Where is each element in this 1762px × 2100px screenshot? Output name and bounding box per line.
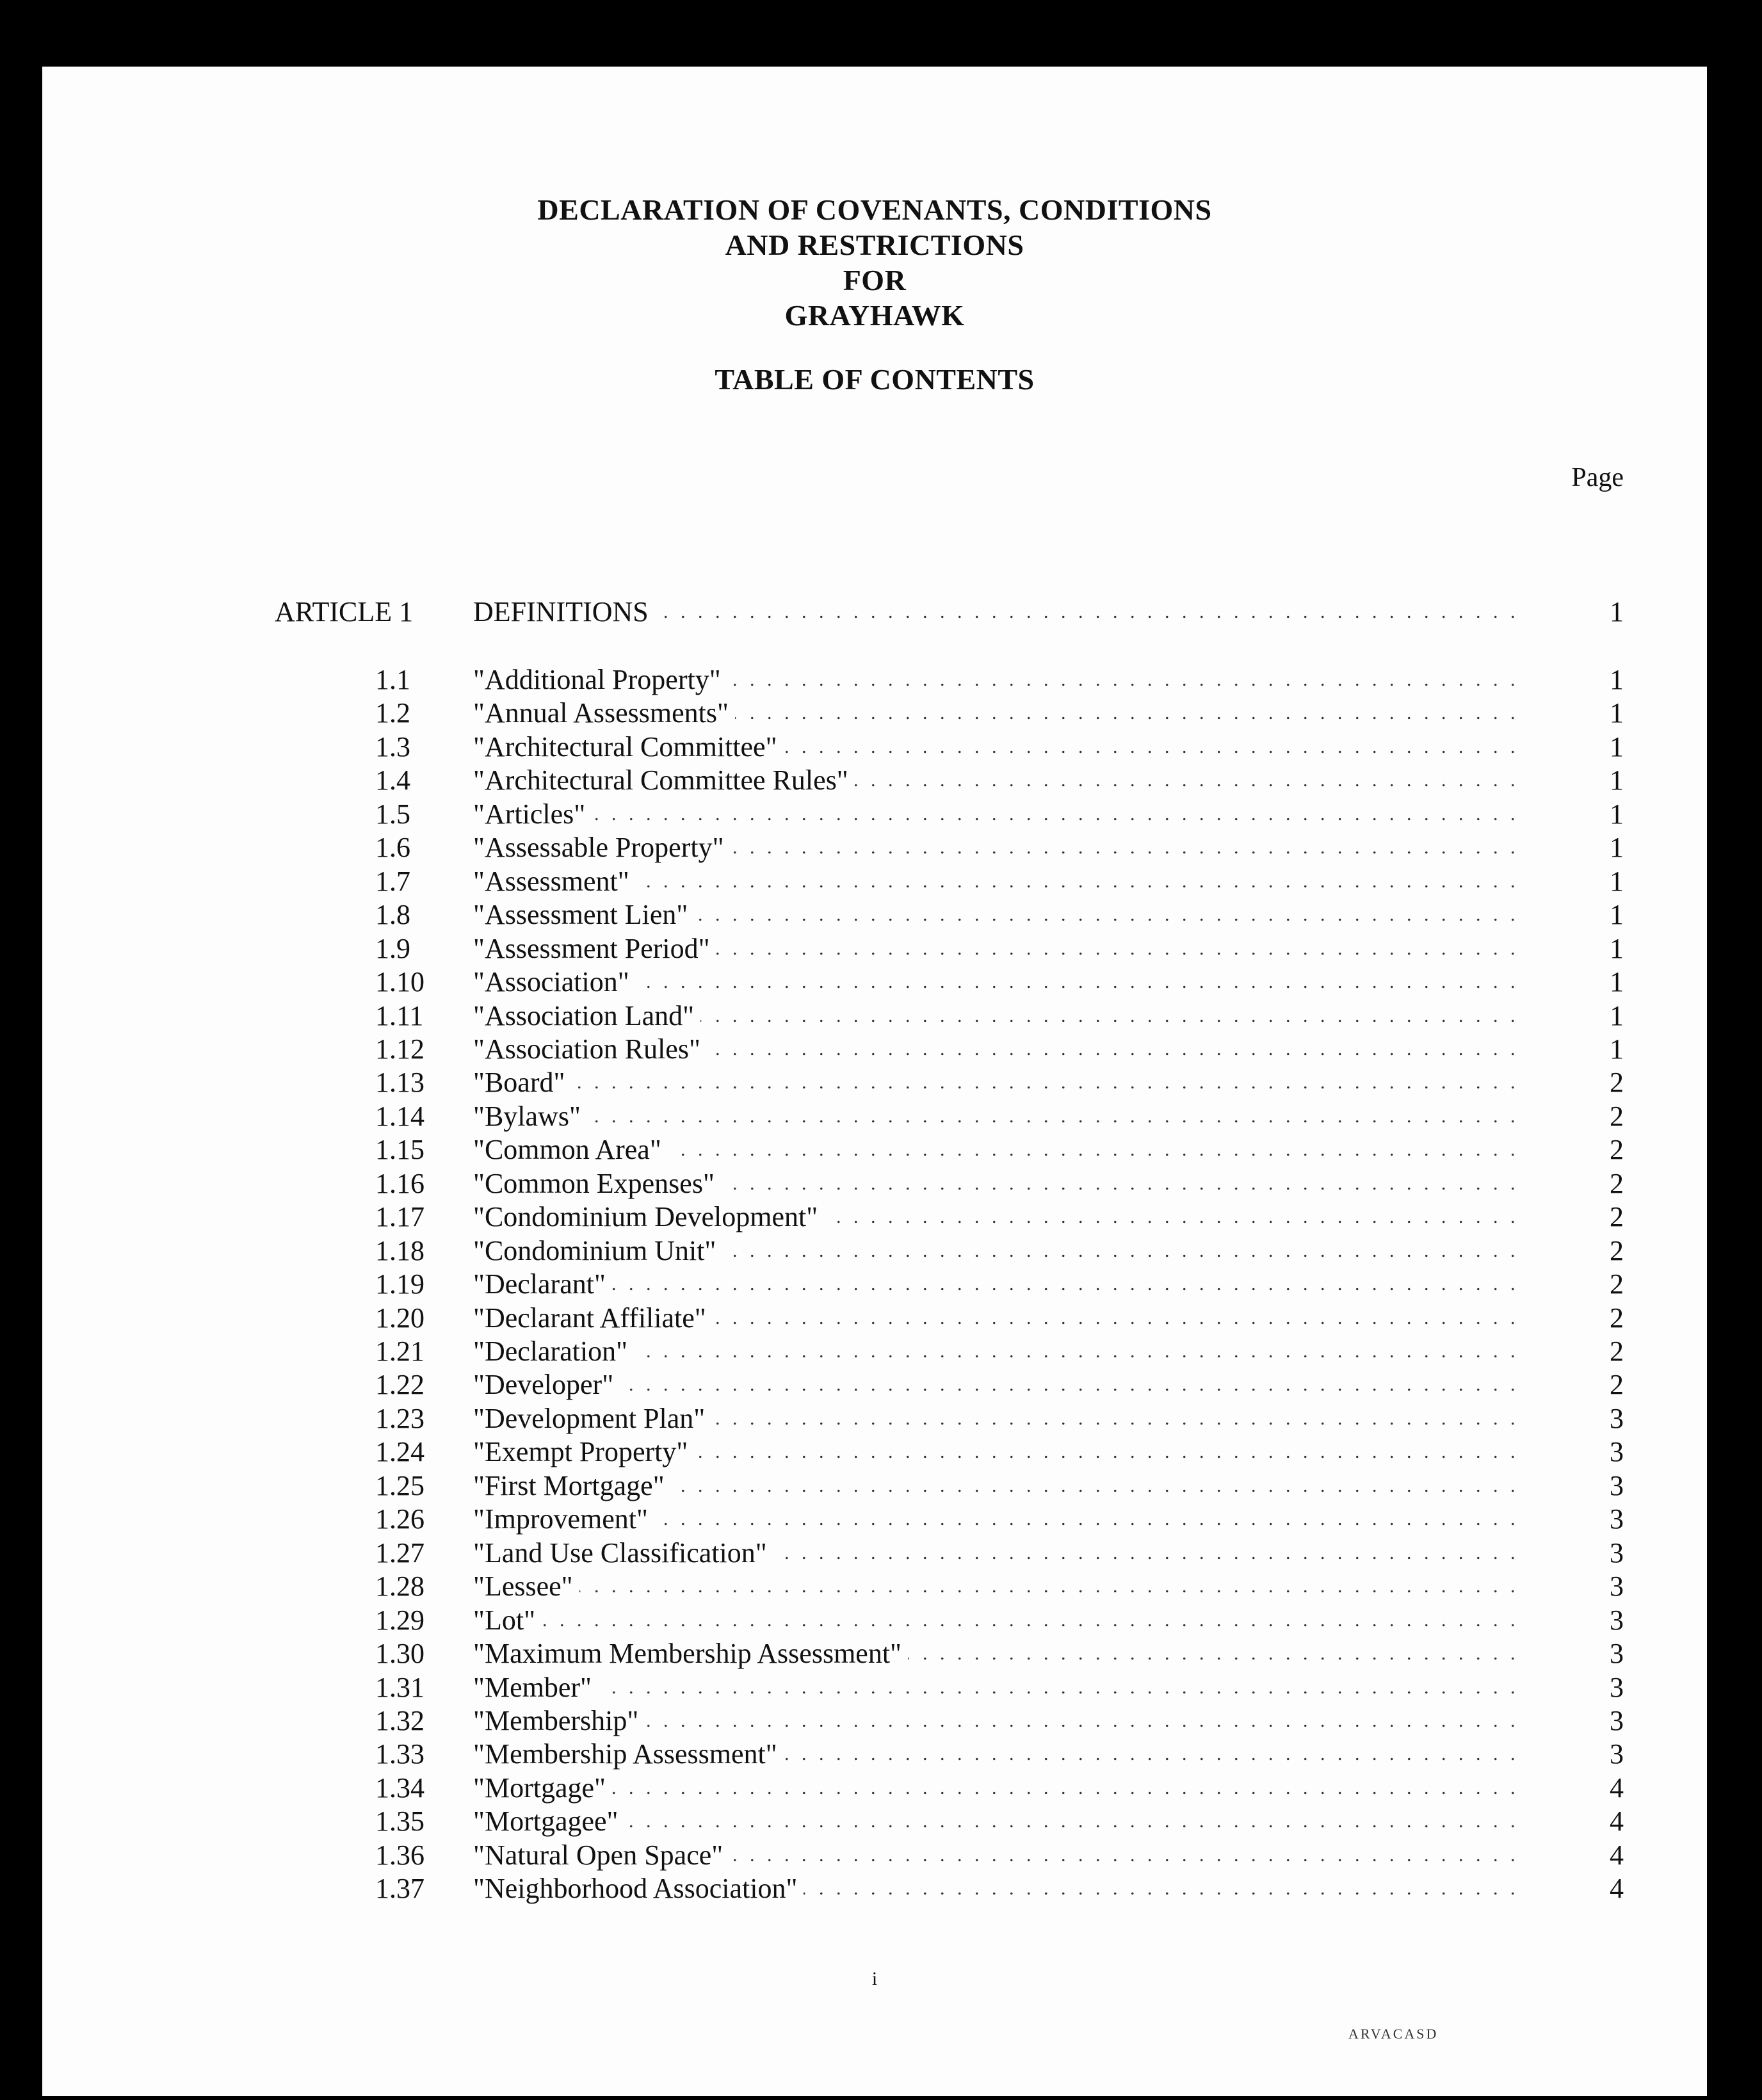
toc-entry [42,1469,1707,1503]
toc-entry-number: 1.23 [375,1403,424,1434]
toc-entry [42,1268,1707,1301]
toc-entry-number: 1.29 [375,1604,424,1636]
toc-entry-label: "Land Use Classification" [473,1537,773,1569]
toc-entry-leader [473,1570,1523,1603]
toc-entry [42,1704,1707,1738]
toc-entry-number: 1.11 [375,1000,424,1031]
toc-entry-page: 1 [1610,966,1624,998]
toc-entry-number: 1.3 [375,731,410,763]
toc-entry-page: 3 [1610,1503,1624,1535]
toc-entry-label: "Association Rules" [473,1033,707,1065]
toc-entry-leader [473,1637,1523,1670]
toc-entry-page: 1 [1610,1000,1624,1031]
toc-entry-page: 2 [1610,1268,1624,1300]
toc-entry-page: 3 [1610,1672,1624,1703]
toc-entry-number: 1.27 [375,1537,424,1569]
toc-entry-leader [473,1268,1523,1301]
toc-entry [42,798,1707,831]
toc-entry-leader [473,1435,1523,1469]
toc-entry-label: "Member" [473,1672,598,1703]
toc-entry-leader [473,1839,1523,1872]
toc-entry-page: 4 [1610,1805,1624,1837]
toc-entry-label: "Declarant" [473,1268,612,1300]
toc-entry-page: 1 [1610,764,1624,796]
toc-entry-leader [473,1503,1523,1536]
toc-entry [42,1066,1707,1099]
toc-entry-leader [473,1133,1523,1167]
toc-entry-page: 1 [1610,899,1624,930]
toc-entry [42,764,1707,797]
toc-entry-leader [473,1772,1523,1805]
toc-entry-number: 1.35 [375,1805,424,1837]
toc-entry [42,1738,1707,1771]
toc-entry-page: 2 [1610,1101,1624,1132]
toc-entry-label: "Improvement" [473,1503,654,1535]
toc-entry-page: 2 [1610,1235,1624,1266]
toc-entry-label: "Membership Assessment" [473,1738,784,1770]
toc-entry [42,898,1707,932]
toc-entry-number: 1.17 [375,1201,424,1232]
toc-entry-number: 1.5 [375,798,410,830]
toc-entry-page: 1 [1610,664,1624,695]
toc-entry [42,1234,1707,1268]
toc-entry-leader [473,999,1523,1033]
toc-entry-leader [473,1402,1523,1435]
toc-entry [42,1368,1707,1401]
toc-entry-label: "Natural Open Space" [473,1839,729,1871]
toc-entry-label: "First Mortgage" [473,1470,671,1501]
toc-entry-leader [473,1234,1523,1268]
toc-entry [42,1033,1707,1066]
toc-entry [42,1200,1707,1234]
toc-entry-number: 1.22 [375,1369,424,1400]
toc-entry [42,932,1707,965]
toc-entry-label: "Lessee" [473,1571,579,1602]
toc-entry-number: 1.8 [375,899,410,930]
toc-entry [42,1805,1707,1838]
toc-entry-page: 3 [1610,1537,1624,1569]
toc-entry-number: 1.9 [375,933,410,964]
toc-entry [42,1435,1707,1469]
toc-entry [42,697,1707,730]
toc-entry-number: 1.28 [375,1571,424,1602]
toc-entry-label: "Association Land" [473,1000,700,1031]
toc-entry-label: "Annual Assessments" [473,697,735,729]
toc-entry-page: 3 [1610,1403,1624,1434]
toc-entry-leader [473,898,1523,932]
toc-entry-leader [473,1604,1523,1637]
toc-entry-leader [473,731,1523,764]
toc-entry-number: 1.21 [375,1336,424,1367]
article-title-leader [473,595,1523,629]
toc-entry-label: "Assessable Property" [473,832,731,863]
toc-entry-leader [473,663,1523,697]
toc-entry-leader [473,1469,1523,1503]
toc-entry-number: 1.12 [375,1033,424,1065]
toc-entry [42,965,1707,999]
toc-entry-page: 2 [1610,1134,1624,1165]
toc-entry-page: 3 [1610,1705,1624,1736]
toc-entry-leader [473,1738,1523,1771]
title-line-4: GRAYHAWK [784,299,965,332]
article-page: 1 [1610,596,1624,627]
toc-entry-leader [473,1302,1523,1335]
toc-entry-label: "Development Plan" [473,1403,711,1434]
toc-entry-page: 2 [1610,1369,1624,1400]
toc-entry-page: 2 [1610,1067,1624,1098]
toc-entry-label: "Declaration" [473,1336,634,1367]
toc-entry-page: 3 [1610,1470,1624,1501]
toc-entry-page: 1 [1610,1033,1624,1065]
toc-entry-page: 1 [1610,731,1624,763]
toc-entry [42,1637,1707,1670]
toc-entry-number: 1.7 [375,866,410,897]
toc-entry-leader [473,697,1523,730]
toc-entry-number: 1.14 [375,1101,424,1132]
toc-entry [42,1772,1707,1805]
toc-entry-label: "Architectural Committee Rules" [473,764,855,796]
toc-entry-page: 3 [1610,1604,1624,1636]
toc-entry-page: 3 [1610,1571,1624,1602]
toc-entry-number: 1.32 [375,1705,424,1736]
toc-entry [42,731,1707,764]
article-row [42,595,1707,629]
toc-entry-label: "Assessment Period" [473,933,716,964]
toc-entry-number: 1.33 [375,1738,424,1770]
toc-entry [42,1302,1707,1335]
toc-entry-page: 2 [1610,1336,1624,1367]
toc-entry [42,1604,1707,1637]
article-number: ARTICLE 1 [275,596,414,627]
footer-document-code: ARVACASD [1348,2026,1439,2042]
toc-entry-label: "Assessment Lien" [473,899,694,930]
toc-heading: TABLE OF CONTENTS [715,363,1035,396]
toc-entry-number: 1.1 [375,664,410,695]
page-column-header: Page [1571,463,1624,492]
toc-entry-leader [473,1368,1523,1401]
toc-entry-number: 1.36 [375,1839,424,1871]
toc-entry-leader [473,1335,1523,1368]
toc-entry-label: "Developer" [473,1369,620,1400]
toc-entry-page: 1 [1610,933,1624,964]
toc-entry-number: 1.34 [375,1772,424,1804]
toc-entry-number: 1.18 [375,1235,424,1266]
toc-entry-leader [473,1805,1523,1838]
toc-entry-page: 1 [1610,866,1624,897]
toc-entry-leader [473,1033,1523,1066]
toc-entry [42,1839,1707,1872]
toc-entry [42,1872,1707,1905]
toc-entry-label: "Maximum Membership Assessment" [473,1638,908,1669]
toc-entry-number: 1.13 [375,1067,424,1098]
toc-entry-number: 1.20 [375,1302,424,1334]
toc-entry [42,1167,1707,1200]
toc-entry [42,1100,1707,1133]
toc-entry-page: 4 [1610,1839,1624,1871]
toc-entry-label: "Association" [473,966,636,998]
toc-entry-number: 1.37 [375,1873,424,1904]
toc-entry-leader [473,1704,1523,1738]
toc-entry-leader [473,1200,1523,1234]
toc-entry [42,663,1707,697]
toc-entry-page: 4 [1610,1873,1624,1904]
article-title: DEFINITIONS [473,596,655,627]
toc-entry-label: "Common Area" [473,1134,668,1165]
toc-entry-label: "Membership" [473,1705,645,1736]
toc-entry-leader [473,831,1523,864]
toc-entry [42,1537,1707,1570]
toc-entry-page: 2 [1610,1201,1624,1232]
toc-entry-label: "Neighborhood Association" [473,1873,804,1904]
toc-entry-number: 1.24 [375,1436,424,1467]
toc-entry-number: 1.19 [375,1268,424,1300]
toc-entry [42,1671,1707,1704]
toc-entry-leader [473,1167,1523,1200]
toc-entry-leader [473,1872,1523,1905]
title-line-2: AND RESTRICTIONS [725,229,1024,261]
toc-entry-number: 1.4 [375,764,410,796]
toc-entry-number: 1.2 [375,697,410,729]
document-title [42,192,1707,333]
toc-entry-label: "Mortgagee" [473,1805,625,1837]
toc-entry-page: 1 [1610,832,1624,863]
toc-entry-label: "Condominium Development" [473,1201,824,1232]
toc-entry-leader [473,1537,1523,1570]
toc-entry-leader [473,932,1523,965]
toc-entry-page: 3 [1610,1738,1624,1770]
toc-entry [42,1335,1707,1368]
toc-entry-page: 2 [1610,1168,1624,1199]
toc-entry-number: 1.30 [375,1638,424,1669]
toc-entry-label: "Exempt Property" [473,1436,694,1467]
toc-entry [42,1402,1707,1435]
toc-entry [42,1503,1707,1536]
document-page [42,67,1707,2096]
toc-entry-page: 3 [1610,1436,1624,1467]
title-line-3: FOR [843,264,907,296]
toc-entry-label: "Assessment" [473,866,636,897]
toc-entry-label: "Common Expenses" [473,1168,721,1199]
toc-entry [42,999,1707,1033]
toc-entry-leader [473,764,1523,797]
toc-entry-page: 2 [1610,1302,1624,1334]
toc-entry-number: 1.31 [375,1672,424,1703]
toc-entry-label: "Bylaws" [473,1101,587,1132]
toc-entry-leader [473,865,1523,898]
toc-entry-label: "Mortgage" [473,1772,612,1804]
toc-entry-number: 1.10 [375,966,424,998]
toc-entry-label: "Board" [473,1067,571,1098]
toc-entry-leader [473,1100,1523,1133]
toc-entry-number: 1.26 [375,1503,424,1535]
toc-entry-label: "Condominium Unit" [473,1235,722,1266]
toc-entry-label: "Architectural Committee" [473,731,784,763]
toc-entry [42,831,1707,864]
toc-entry-leader [473,1671,1523,1704]
title-line-1: DECLARATION OF COVENANTS, CONDITIONS [537,193,1212,226]
toc-entry-number: 1.15 [375,1134,424,1165]
toc-entry-number: 1.6 [375,832,410,863]
toc-entry [42,1570,1707,1603]
toc-entry-label: "Additional Property" [473,664,727,695]
toc-entry-leader [473,1066,1523,1099]
toc-entry-label: "Lot" [473,1604,542,1636]
toc-entry-page: 1 [1610,697,1624,729]
toc-entry-leader [473,798,1523,831]
toc-entry-page: 3 [1610,1638,1624,1669]
footer-page-number: i [871,1968,878,1989]
toc-entry [42,865,1707,898]
toc-entry-number: 1.16 [375,1168,424,1199]
toc-entry-leader [473,965,1523,999]
toc-entry-page: 4 [1610,1772,1624,1804]
toc-entry [42,1133,1707,1167]
toc-entry-number: 1.25 [375,1470,424,1501]
toc-entry-label: "Declarant Affiliate" [473,1302,713,1334]
toc-entry-label: "Articles" [473,798,592,830]
toc-entry-page: 1 [1610,798,1624,830]
